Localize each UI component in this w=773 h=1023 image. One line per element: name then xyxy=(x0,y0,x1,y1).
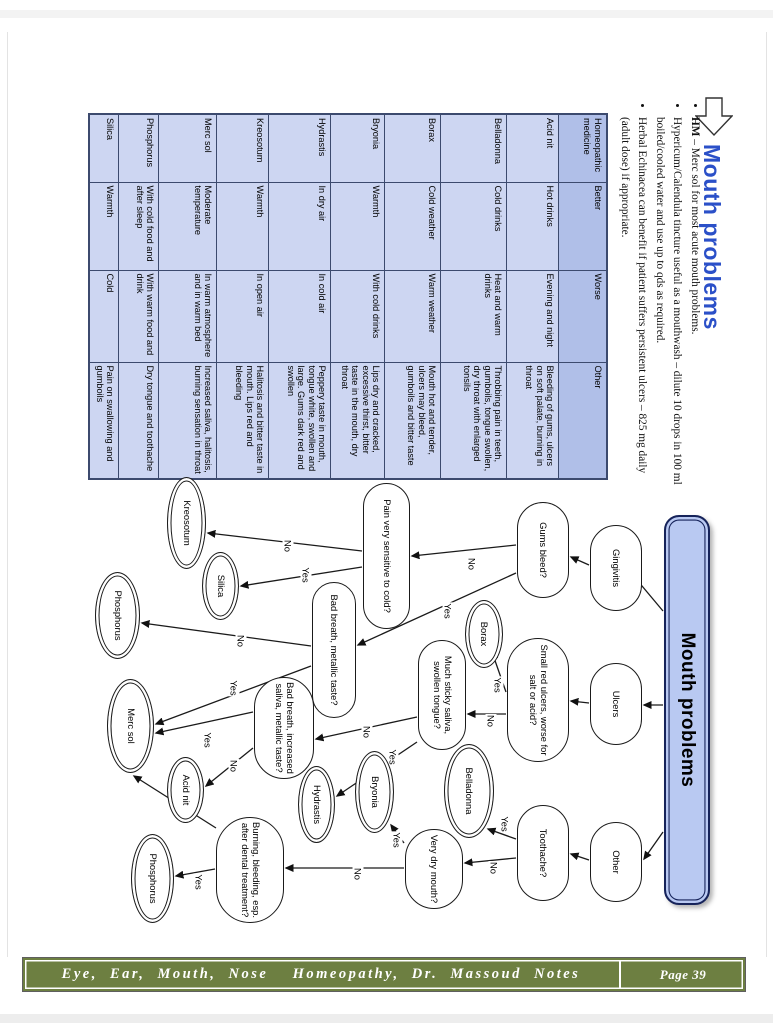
column-header: Worse xyxy=(559,270,607,362)
edge-label-yes-gums: Yes xyxy=(442,603,454,619)
table-cell: Cold weather xyxy=(385,182,441,270)
page-top-edge xyxy=(0,10,773,18)
footer-bar xyxy=(22,957,746,992)
remedy-name-cell: Borax xyxy=(385,114,441,182)
flow-edge-mp-other xyxy=(644,832,663,859)
remedy-name-cell: Belladonna xyxy=(441,114,507,182)
table-cell: Cold drinks xyxy=(441,182,507,270)
flow-node-hydrastis: Hydrastis xyxy=(298,766,335,843)
flow-node-paincold: Pain very sensitive to cold? xyxy=(363,483,410,629)
edge-label-no-gums: No xyxy=(466,558,478,570)
flow-edge-gums-paincold xyxy=(412,545,516,556)
table-cell: Heat and warm drinks xyxy=(441,270,507,362)
flow-node-toothache: Toothache? xyxy=(517,805,569,901)
edge-label-yes-bbismt: Yes xyxy=(202,732,214,748)
edge-label-yes-muchsticky: Yes xyxy=(387,749,399,765)
edge-label-no-muchsticky: No xyxy=(361,726,373,738)
flow-node-ulcers: Ulcers xyxy=(590,663,642,745)
table-cell: Cold xyxy=(89,270,119,362)
flow-node-phos2: Phosphorus xyxy=(131,834,174,923)
flow-node-silica: Silica xyxy=(202,552,239,620)
table-cell: With cold drinks xyxy=(331,270,385,362)
edge-label-no-bbismt: No xyxy=(228,760,240,772)
table-cell: Halitosis and bitter taste in mouth. Lips red and bleeding xyxy=(217,362,269,479)
page-edge-left xyxy=(7,32,8,957)
table-cell: Moderate temperature xyxy=(159,182,217,270)
table-cell: In open air xyxy=(217,270,269,362)
remedy-name-cell: Silica xyxy=(89,114,119,182)
table-cell: Warmth xyxy=(331,182,385,270)
flow-node-kreosotum: Kreosotum xyxy=(167,477,206,569)
edge-label-no-toothache: No xyxy=(488,862,500,874)
table-cell: Throbbing pain in teeth, gumboils, tongue swollen, dry throat with enlarged tonsils xyxy=(441,362,507,479)
table-cell: Increased saliva, halitosis, burning sensation in throat xyxy=(159,362,217,479)
flow-node-smallred: Small red ulcers, worse for salt or acid? xyxy=(507,638,569,762)
edge-label-yes-toothache: Yes xyxy=(499,816,511,832)
flow-node-bbismt: Bad breath, increased saliva, metallic taste? xyxy=(254,677,314,779)
note-bullet: • Hypericum/Calendula tincture useful as a mouthwash – dilute 10 drops in 100 ml boiled/cooled water and use up to qds as required. xyxy=(651,117,685,501)
table-cell: Peppery taste in mouth, tongue white, swollen and large. Gums dark red and swollen xyxy=(269,362,331,479)
edge-label-no-verydry: No xyxy=(352,868,364,880)
flow-edge-other-toothache xyxy=(571,854,589,860)
edge-label-yes-paincold: Yes xyxy=(300,567,312,583)
flow-edge-ulcers-smallred xyxy=(571,701,589,703)
column-header: Homeopathic medicine xyxy=(559,114,607,182)
page-bottom-edge xyxy=(0,1014,773,1023)
remedy-name-cell: Bryonia xyxy=(331,114,385,182)
flow-node-other: Other xyxy=(590,822,642,902)
flow-node-verydry: Very dry mouth? xyxy=(405,829,463,909)
table-cell: With cold food and after sleep xyxy=(119,182,159,270)
flow-node-bryonia: Bryonia xyxy=(355,751,394,833)
remedy-name-cell: Phosphorus xyxy=(119,114,159,182)
footer-title: Eye, Ear, Mouth, Nose Homeopathy, Dr. Massoud Notes xyxy=(61,966,581,982)
page-title: Mouth problems xyxy=(699,144,725,330)
flow-edge-gingivitis-gums xyxy=(571,557,589,565)
edge-label-yes-verydry: Yes xyxy=(391,832,403,848)
column-header: Better xyxy=(559,182,607,270)
flow-node-mercsol: Merc sol xyxy=(107,679,154,773)
table-cell: In warm atmosphere and in warm bed xyxy=(159,270,217,362)
flow-edge-bbismt-mercsol xyxy=(156,712,253,733)
table-cell: Evening and night xyxy=(507,270,559,362)
flow-node-bbmt: Bad breath, metallic taste? xyxy=(312,582,356,718)
edge-label-yes-smallred: Yes xyxy=(492,677,504,693)
column-header: Other xyxy=(559,362,607,479)
flow-node-belladonna: Belladonna xyxy=(444,744,494,838)
flow-node-gums: Gums bleed? xyxy=(517,502,569,598)
remedy-name-cell: Hydrastis xyxy=(269,114,331,182)
note-bullet: • Herbal Echinacea can benefit if patient suffers persistent ulcers – 825 mg daily (adult dose) if appropriate. xyxy=(616,117,650,501)
table-cell: Warmth xyxy=(89,182,119,270)
table-cell: Bleeding of gums, ulcers on soft palate, burning in throat xyxy=(507,362,559,479)
flow-node-muchsticky: Much sticky saliva, swollen tongue? xyxy=(418,640,466,750)
table-cell: Lips dry and cracked, excessive thirst, bitter taste in the mouth, dry throat xyxy=(331,362,385,479)
flow-node-gingivitis: Gingivitis xyxy=(590,525,642,611)
flow-node-mp: Mouth problems xyxy=(664,515,710,905)
edge-label-yes-bbmt: Yes xyxy=(228,680,240,696)
edge-label-yes-burning: Yes xyxy=(193,874,205,890)
note-bullet: • HM – Merc sol for most acute mouth problems. xyxy=(686,117,703,501)
flow-edge-bbmt-phos1 xyxy=(142,623,311,646)
flow-node-phos1: Phosphorus xyxy=(95,572,140,659)
table-cell: In cold air xyxy=(269,270,331,362)
table-cell: In dry air xyxy=(269,182,331,270)
table-cell: Warmth xyxy=(217,182,269,270)
table-cell: Mouth hot and tender, ulcers may bleed, gumboils and bitter taste xyxy=(385,362,441,479)
table-cell: Warm weather xyxy=(385,270,441,362)
table-cell: Hot drinks xyxy=(507,182,559,270)
remedy-name-cell: Merc sol xyxy=(159,114,217,182)
page-edge-right xyxy=(766,32,767,957)
remedy-name-cell: Acid nit xyxy=(507,114,559,182)
edge-label-no-paincold: No xyxy=(282,540,294,552)
table-cell: With warm food and drink xyxy=(119,270,159,362)
flow-node-burning: Burning, bleeding, esp. after dental treatment? xyxy=(216,817,284,923)
remedy-name-cell: Kreosotum xyxy=(217,114,269,182)
footer-page-number: Page 39 xyxy=(659,966,707,982)
rotated-content xyxy=(85,95,765,960)
table-cell: Dry tongue and toothache xyxy=(119,362,159,479)
flow-node-borax: Borax xyxy=(465,600,503,668)
flow-node-acidnit: Acid nit xyxy=(167,757,204,823)
edge-label-no-bbmt: No xyxy=(235,635,247,647)
table-cell: Pain on swallowing and gumboils xyxy=(89,362,119,479)
edge-label-no-smallred: No xyxy=(485,715,497,727)
